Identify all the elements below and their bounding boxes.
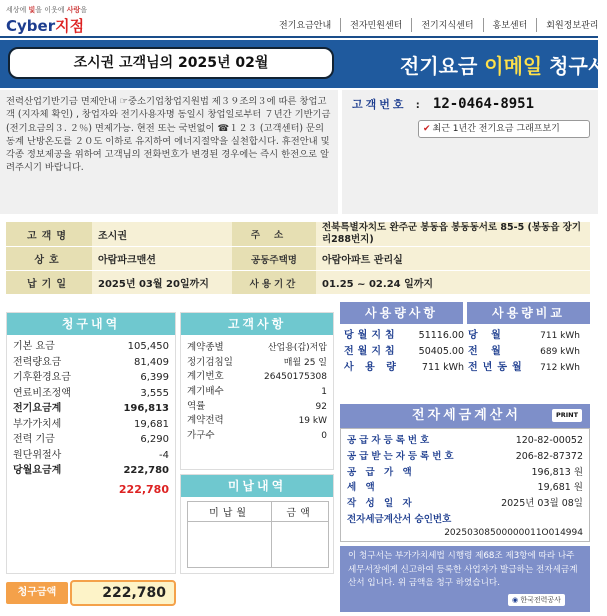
- greeting-title: 조시권 고객님의 2025년 02월: [8, 47, 334, 79]
- bill-row: [13, 401, 169, 417]
- tax-footnote: 이 청구서는 부가가치세법 시행령 제68조 제3항에 따라 나주세무서장에게 신고하여 등록한 사업자가 발급하는 전자세금계산서 입니다. 위 금액을 청구 하였습니다.: [340, 546, 590, 612]
- tax-row-label: 세 액: [347, 482, 378, 494]
- usage-label: 전월지침: [344, 346, 399, 357]
- total-amount: 222,780: [70, 580, 176, 606]
- kepco-logo-icon: ◉: [512, 596, 519, 604]
- contract-row-label: 정기검침일: [187, 356, 233, 368]
- usage-row: [344, 328, 586, 344]
- tax-row-value: 19,681 원: [537, 482, 583, 494]
- usage-row: [344, 344, 586, 360]
- bill-row-label: 부가가치세: [13, 418, 62, 430]
- bill-row: [13, 355, 169, 371]
- unpaid-table: [187, 501, 329, 568]
- nav-knowledge[interactable]: 전기지식센터: [411, 18, 482, 32]
- usage-compare-title: 사용량비교: [467, 302, 590, 324]
- yearly-graph-label: 최근 1년간 전기요금 그래프보기: [432, 124, 560, 134]
- tax-row-label: 공급받는자등록번호: [347, 450, 457, 462]
- unpaid-amount-cell: [272, 522, 329, 568]
- bill-detail-title: 청구내역: [7, 313, 175, 335]
- usage-title: 사용량사항: [340, 302, 463, 324]
- unpaid-title: 미납내역: [181, 475, 333, 497]
- usage-period-label: 사용기간: [232, 271, 316, 295]
- bill-row-value: 19,681: [134, 418, 169, 430]
- approval-label: 전자세금계산서 승인번호: [347, 513, 452, 525]
- due-date-label: 납기일: [6, 271, 92, 295]
- compare-label: 당 월: [468, 330, 506, 341]
- contract-row-value: 1: [321, 387, 327, 398]
- kepco-name: 한국전력공사: [520, 596, 561, 604]
- kepco-logo: [508, 594, 565, 606]
- approval-number: 20250308500000011O014994: [444, 527, 583, 538]
- customer-name: 조시권: [92, 222, 232, 247]
- tax-row: [347, 465, 583, 481]
- usage-value: 51116.00: [418, 330, 464, 341]
- bill-row-label: 기본 요금: [13, 341, 55, 352]
- nav-member[interactable]: 회원정보관리: [536, 18, 607, 32]
- customer-address: 전북특별자치도 완주군 봉동읍 봉동동서로 85-5 (봉동읍 장기리288번지): [316, 222, 590, 247]
- contract-row-label: 계약전력: [187, 415, 224, 427]
- total-label: 청구금액: [6, 582, 68, 604]
- bill-row-label: 전력 기금: [13, 434, 55, 445]
- usage-row: [344, 360, 586, 376]
- bill-row: [13, 386, 169, 402]
- unpaid-amount-header: 금액: [272, 502, 329, 522]
- compare-label: 전년동월: [468, 362, 527, 373]
- tax-row: [347, 496, 583, 512]
- housing-name: 아람아파트 관리실: [316, 247, 590, 271]
- compare-label: 전 월: [468, 346, 506, 357]
- contract-row: [187, 414, 327, 429]
- tax-invoice-title: 전자세금계산서: [340, 404, 590, 428]
- customer-number-box: [342, 90, 598, 214]
- customer-number-label: 고객번호: [352, 98, 407, 111]
- contract-row: [187, 370, 327, 385]
- bill-row-label: 원단위절사: [13, 449, 62, 461]
- contract-row: [187, 356, 327, 371]
- contract-panel: [180, 312, 334, 470]
- contract-row-value: 0: [321, 431, 327, 442]
- approval-row: [347, 512, 583, 528]
- contract-row-label: 계기배수: [187, 386, 224, 398]
- unpaid-month-cell: [188, 522, 272, 568]
- bill-row-value: 196,813: [123, 403, 169, 414]
- contract-row: [187, 429, 327, 444]
- checkbox-icon: ✔: [423, 124, 431, 134]
- bill-row-label: 전기요금계: [13, 403, 62, 414]
- table-header-row: [188, 502, 329, 522]
- bill-row-label: 당월요금계: [13, 465, 62, 476]
- bill-row-label: 기후환경요금: [13, 372, 71, 383]
- slogan: 세상에 빛을 이웃에 사랑을: [6, 6, 88, 14]
- usage-label: 당월지침: [344, 330, 399, 341]
- tax-invoice-box: [340, 428, 590, 542]
- bill-title: 전기요금 이메일 청구서: [400, 54, 607, 78]
- housing-label: 공동주택명: [232, 247, 316, 271]
- bill-row-value: -4: [159, 449, 169, 461]
- bill-total-red: 222,780: [118, 482, 169, 496]
- tax-row-label: 공급자등록번호: [347, 435, 433, 446]
- contract-row-value: 92: [315, 401, 327, 412]
- contract-row-label: 계약종별: [187, 342, 224, 353]
- cyber-branch-logo[interactable]: [6, 5, 126, 35]
- nav-pr[interactable]: 홍보센터: [483, 18, 537, 32]
- bill-row-label: 연료비조정액: [13, 387, 71, 399]
- contract-row: [187, 341, 327, 356]
- top-nav: [270, 18, 607, 32]
- nav-divider: [0, 36, 598, 38]
- tax-row: [347, 480, 583, 496]
- bill-detail-list: [7, 335, 175, 483]
- bill-row-value: 3,555: [140, 387, 169, 399]
- usage-value: 711 kWh: [421, 362, 464, 373]
- tax-row: [347, 449, 583, 465]
- notice-text: 전력산업기반기금 면제안내 ☞중소기업창업지원법 제３９조의３에 따른 창업고객 (지자체 확인) , 창업자와 전기사용자명 동일시 창업일로부터 ７년간 기반기금 (전기요금의３. ２％) 면제가능. 현전 또는 국번없이 ☎１２３ (고객센터) 문의 동계 난방온도를 ２０도 이하로 유지하여 에너지절약을 실천합시다. 휴전안내 및 각종 정보제공을 위하여 고객님의 전화번호가 변경된 경우에는 즉시 한전으로 알려주시기 바랍니다.: [0, 90, 338, 214]
- contract-row-label: 계기번호: [187, 371, 224, 383]
- trade-name: 아람파크맨션: [92, 247, 232, 271]
- contract-row-value: 26450175308: [264, 372, 327, 383]
- contract-row: [187, 385, 327, 400]
- bill-row: [13, 448, 169, 464]
- tax-row-value: 196,813 원: [531, 466, 583, 478]
- usage-label: 사 용 량: [344, 362, 400, 373]
- name-label: 고객명: [6, 222, 92, 247]
- contract-row: [187, 400, 327, 415]
- bill-row-value: 222,780: [123, 465, 169, 476]
- contract-row-value: 산업용(갑)저압: [267, 343, 327, 353]
- due-date: 2025년 03월 20일까지: [92, 271, 232, 295]
- print-button[interactable]: PRINT: [552, 409, 582, 422]
- nav-e-service[interactable]: 전자민원센터: [340, 18, 411, 32]
- compare-value: 689 kWh: [540, 347, 580, 357]
- bill-row: [13, 463, 169, 479]
- bill-row: [13, 417, 169, 433]
- table-row: [188, 522, 329, 568]
- contract-list: [181, 335, 333, 450]
- customer-number-colon: :: [415, 100, 420, 111]
- usage-period: 01.25 ~ 02.24 일까지: [316, 271, 590, 295]
- usage-headers: [340, 302, 590, 324]
- usage-value: 50405.00: [418, 346, 464, 357]
- tax-row-value: 120-82-00052: [515, 435, 583, 446]
- tax-row-label: 공 급 가 액: [347, 466, 415, 478]
- contract-title: 고객사항: [181, 313, 333, 335]
- bill-detail-panel: [6, 312, 176, 574]
- contract-row-value: 매월 25 일: [283, 357, 327, 368]
- compare-value: 711 kWh: [540, 331, 580, 341]
- unpaid-month-header: 미납월: [188, 502, 272, 522]
- bill-row-label: 전력량요금: [13, 356, 62, 368]
- compare-value: 712 kWh: [540, 363, 580, 373]
- bill-row: [13, 370, 169, 386]
- brand-name: Cyber지점: [6, 17, 85, 35]
- contract-row-value: 19 kW: [298, 416, 327, 427]
- contract-row-label: 가구수: [187, 430, 215, 442]
- trade-label: 상호: [6, 247, 92, 271]
- table-row: [6, 247, 590, 271]
- tax-row-value: 2025년 03월 08일: [501, 498, 583, 510]
- customer-number: 12-0464-8951: [432, 96, 535, 112]
- address-label: 주소: [232, 222, 316, 247]
- bill-row-value: 81,409: [134, 356, 169, 368]
- bill-row: [13, 432, 169, 448]
- bill-row-value: 6,290: [140, 434, 169, 445]
- customer-info-table: [6, 222, 590, 295]
- table-row: [6, 271, 590, 295]
- table-row: [6, 222, 590, 247]
- bill-row-value: 105,450: [127, 341, 169, 352]
- usage-list: [340, 326, 590, 378]
- tax-row-value: 206-82-87372: [515, 450, 583, 462]
- bill-row-value: 6,399: [140, 372, 169, 383]
- tax-row-label: 작 성 일 자: [347, 498, 415, 510]
- contract-row-label: 역률: [187, 400, 206, 412]
- yearly-graph-button[interactable]: [418, 120, 590, 138]
- unpaid-panel: [180, 474, 334, 574]
- nav-bill-info[interactable]: 전기요금안내: [279, 21, 332, 31]
- tax-invoice-list: [347, 433, 583, 512]
- tax-row: [347, 433, 583, 449]
- bill-row: [13, 339, 169, 355]
